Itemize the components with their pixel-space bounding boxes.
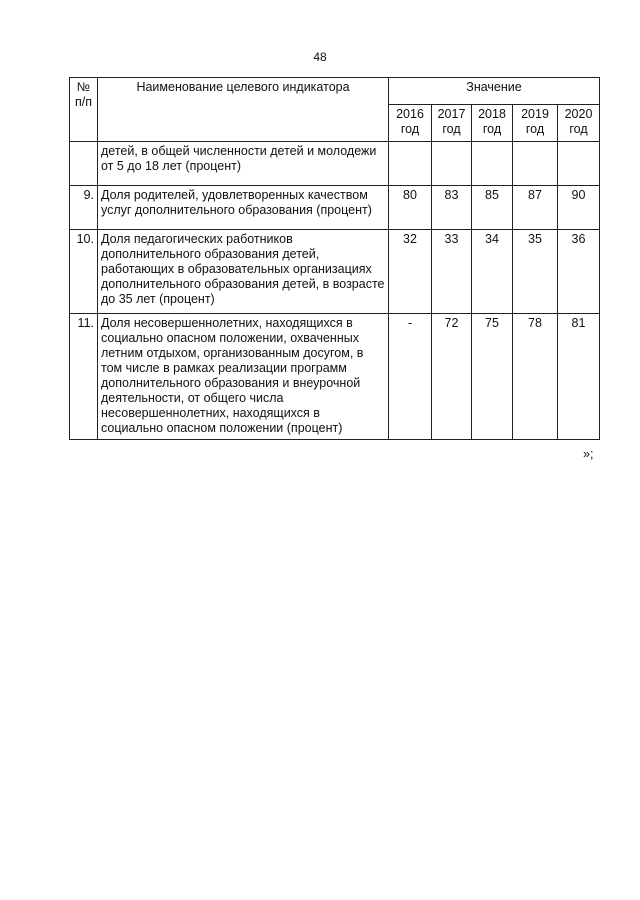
row-value: 32 (389, 230, 432, 314)
header-name: Наименование целевого индикатора (98, 78, 389, 142)
year-unit: год (442, 122, 461, 136)
year-label: 2017 (437, 107, 466, 121)
table-row (70, 186, 600, 230)
row-value: 80 (389, 186, 432, 230)
row-indicator-name: Доля педагогических работников дополнительного образования детей, работающих в образовательных организациях дополнительного образования детей, в возрасте до 35 лет (процент) (98, 230, 389, 314)
year-unit: год (525, 122, 545, 136)
row-value: 36 (558, 230, 600, 314)
row-value: 85 (472, 186, 513, 230)
header-row-top (70, 78, 600, 105)
year-label: 2020 (564, 107, 593, 121)
table-row (70, 314, 600, 440)
row-value: 83 (432, 186, 472, 230)
row-num: 9. (70, 186, 98, 230)
row-num (70, 142, 98, 186)
row-value: 33 (432, 230, 472, 314)
row-value: 81 (558, 314, 600, 440)
row-value (558, 142, 600, 186)
closing-quote-mark: »; (583, 447, 594, 461)
year-unit: год (569, 122, 588, 136)
header-year (472, 105, 513, 142)
year-label: 2019 (521, 107, 549, 121)
table-row (70, 142, 600, 186)
row-value: 78 (513, 314, 558, 440)
year-label: 2018 (478, 107, 506, 121)
row-value: 34 (472, 230, 513, 314)
row-num: 10. (70, 230, 98, 314)
row-indicator-name: Доля родителей, удовлетворенных качеством услуг дополнительного образования (процент) (98, 186, 389, 230)
year-label: 2016 (396, 107, 424, 121)
row-value: 72 (432, 314, 472, 440)
page-number: 48 (313, 50, 327, 64)
row-value: 35 (513, 230, 558, 314)
row-value: - (389, 314, 432, 440)
header-year (432, 105, 472, 142)
header-value: Значение (389, 78, 600, 105)
row-value (389, 142, 432, 186)
row-indicator-name: детей, в общей численности детей и молодежи от 5 до 18 лет (процент) (98, 142, 389, 186)
row-value (432, 142, 472, 186)
header-num: № п/п (70, 78, 98, 142)
table-row (70, 230, 600, 314)
row-value (513, 142, 558, 186)
header-year (389, 105, 432, 142)
row-value: 90 (558, 186, 600, 230)
row-value: 75 (472, 314, 513, 440)
header-year (558, 105, 600, 142)
header-year (513, 105, 558, 142)
year-unit: год (400, 122, 420, 136)
year-unit: год (482, 122, 502, 136)
indicators-table (69, 77, 600, 440)
row-value: 87 (513, 186, 558, 230)
row-value (472, 142, 513, 186)
row-indicator-name: Доля несовершеннолетних, находящихся в социально опасном положении, охваченных летним отдыхом, организованным досугом, в том числе в рамках реализации программ дополнительного образования и внеурочной деятельности, от общего числа несовершеннолетних, находящихся в социально опасном положении (процент) (98, 314, 389, 440)
row-num: 11. (70, 314, 98, 440)
